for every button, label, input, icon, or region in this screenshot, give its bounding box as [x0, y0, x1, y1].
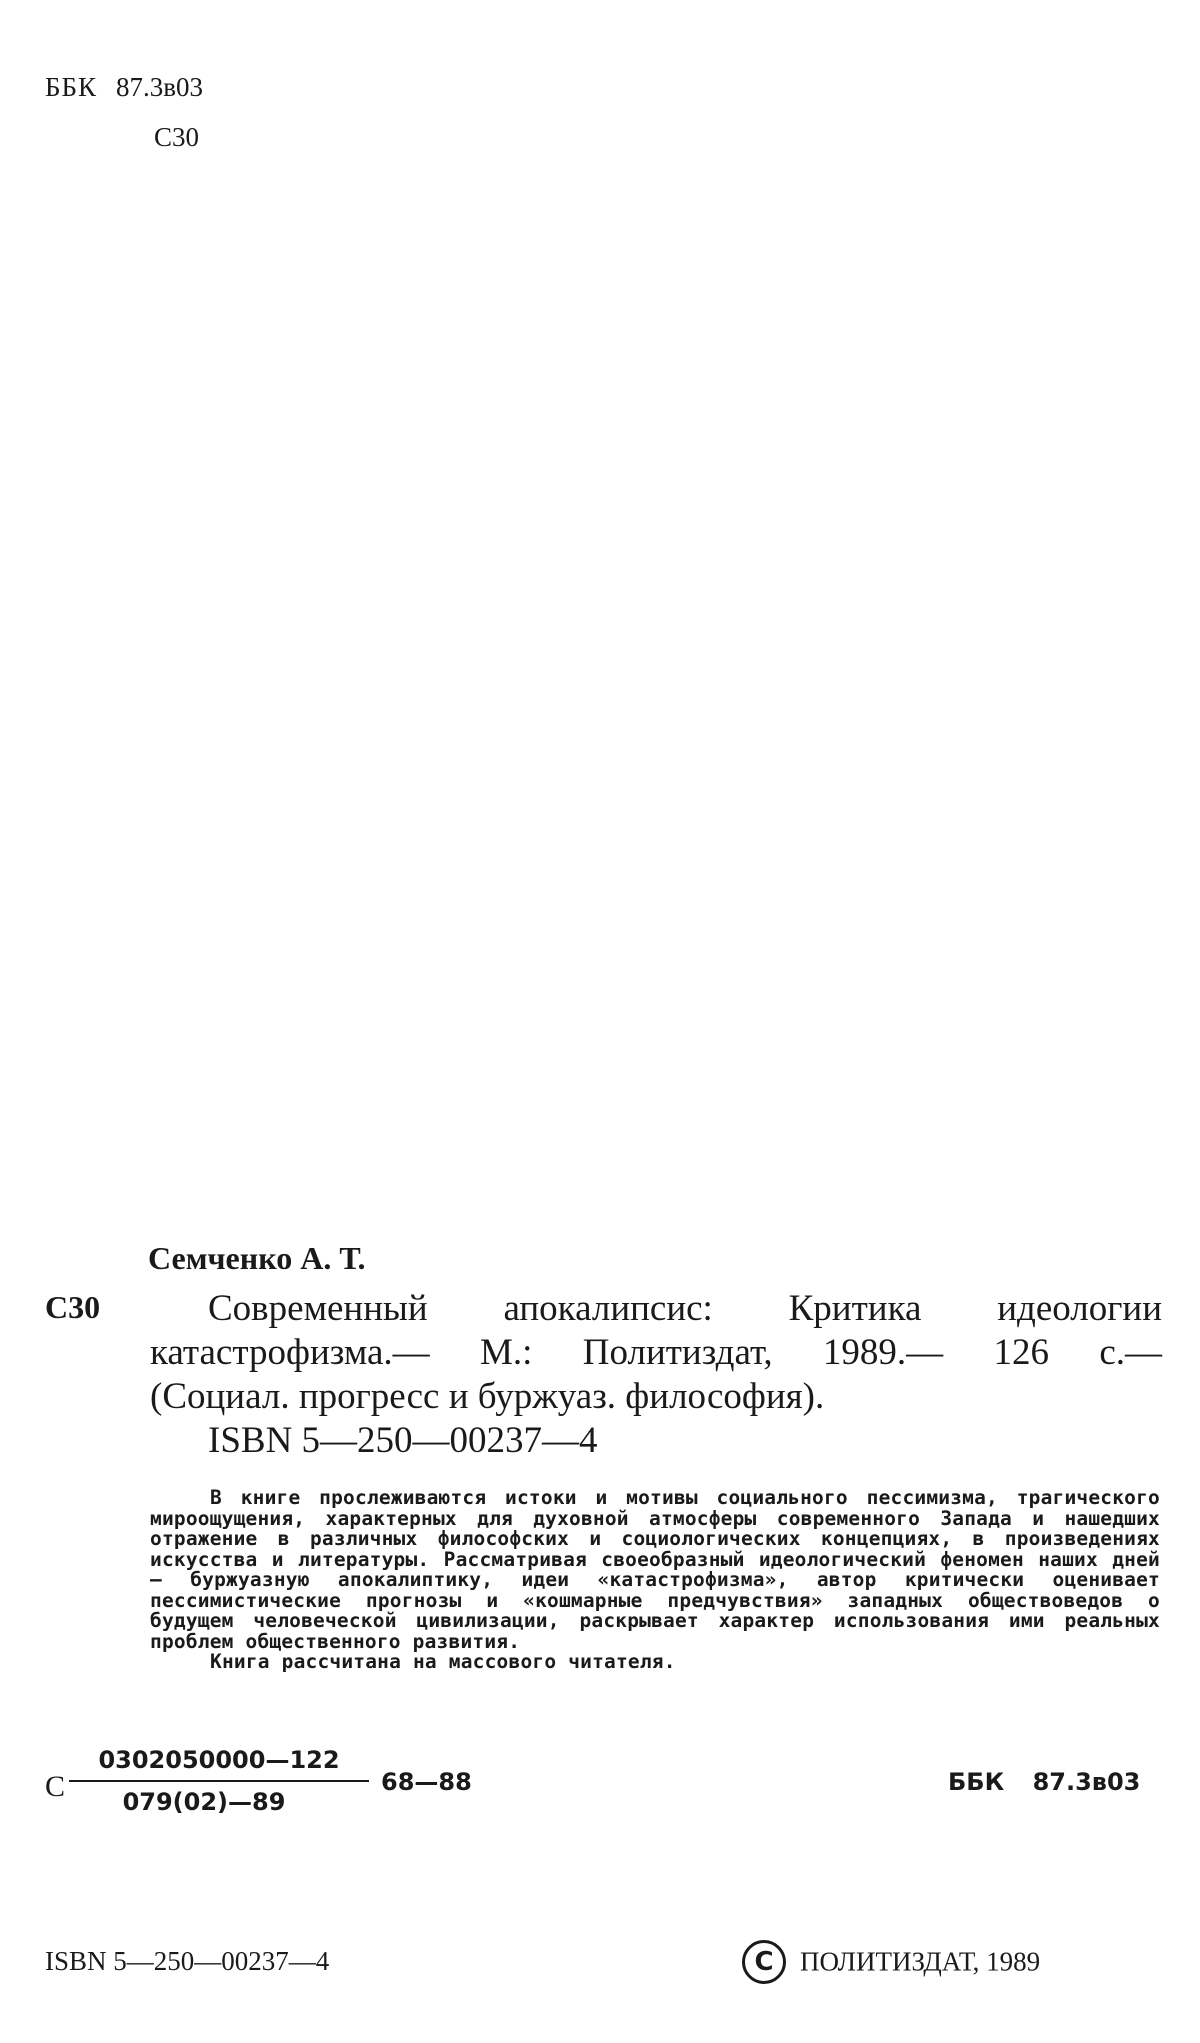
annotation-audience: Книга рассчитана на массового читателя. — [210, 1650, 676, 1673]
bottom-bbk-code: 87.3в03 — [1032, 1768, 1141, 1796]
card-author-code: С30 — [45, 1289, 101, 1325]
bottom-bbk — [948, 1768, 1140, 1796]
copyright-text: ПОЛИТИЗДАТ, 1989 — [800, 1946, 1041, 1977]
index-denominator: 079(02)—89 — [122, 1788, 286, 1816]
annotation-paragraph: В книге прослеживаются истоки и мотивы социального пессимизма, трагического мироощущения, характерных для духовной атмосферы современного Запада и нашедших отражение в различных философских и социологических концепциях, в произведениях искусства и литературы. Рассматривая своеобразный идеологический феномен наших дней — буржуазную апокалиптику, идеи «катастрофизма», автор критически оценивает пессимистические прогнозы и «кошмарные предчувствия» западных обществоведов о будущем человеческой цивилизации, раскрывает характер использования ими реальных проблем общественного развития. — [150, 1486, 1160, 1653]
bottom-isbn: ISBN 5—250—00237—4 — [45, 1946, 330, 1976]
copyright-icon: C — [742, 1940, 786, 1984]
bib-line-series: (Социал. прогресс и буржуаз. философия). — [150, 1376, 825, 1417]
author-name: Семченко А. Т. — [148, 1240, 366, 1276]
top-bbk-label: ББК — [45, 72, 98, 102]
index-numerator: 0302050000—122 — [98, 1746, 340, 1774]
top-bbk-code: 87.3в03 — [116, 72, 203, 102]
index-prefix: С — [45, 1770, 66, 1803]
bottom-bbk-label: ББК — [948, 1768, 1005, 1796]
index-fraction — [45, 1746, 565, 1826]
annotation — [150, 1488, 1160, 1673]
bibliographic-description — [150, 1287, 1162, 1463]
index-suffix: 68—88 — [381, 1768, 472, 1796]
bib-line-title: Современный апокалипсис: Критика идеологии — [208, 1288, 1162, 1329]
copyright — [742, 1940, 1040, 1984]
bib-line-imprint: катастрофизма.— М.: Политиздат, 1989.— 126 с.— — [150, 1332, 1162, 1373]
top-author-code: С30 — [154, 122, 200, 152]
fraction-bar — [69, 1780, 369, 1782]
bib-line-isbn: ISBN 5—250—00237—4 — [208, 1420, 598, 1461]
